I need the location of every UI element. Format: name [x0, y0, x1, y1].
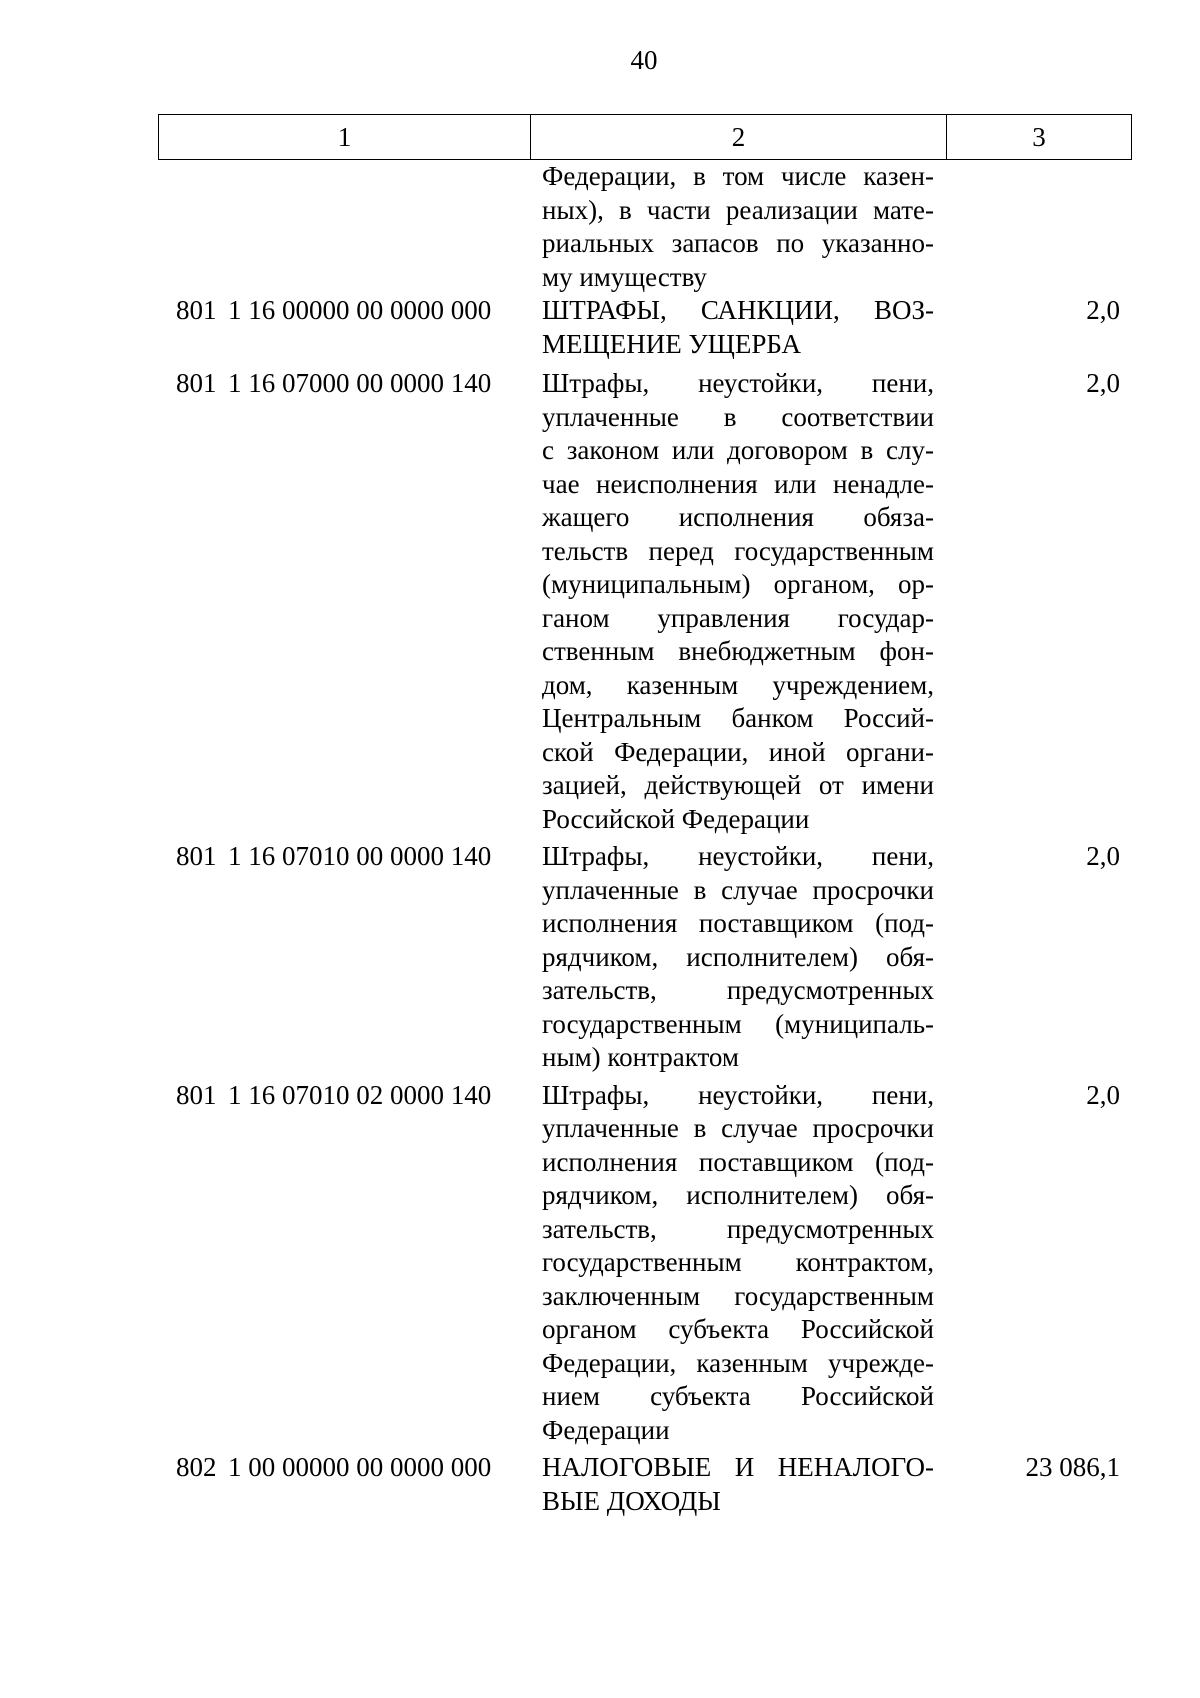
page-number: 40 — [630, 45, 658, 75]
description-line: дом, казенным учреждением, — [542, 669, 934, 700]
description-line: (муниципальным) органом, ор- — [542, 569, 934, 599]
description-line: с законом или договором в слу- — [542, 435, 934, 465]
description-line: Федерации, в том числе казен- — [542, 161, 934, 191]
description-line: ных), в части реализации мате- — [542, 194, 934, 225]
description-line: Федерации, казенным учрежде- — [542, 1347, 934, 1378]
sum-cell: 2,0 — [1086, 841, 1120, 871]
table-row — [158, 367, 1132, 836]
budget-code-cell: 1 16 00000 00 0000 000 — [228, 295, 492, 325]
header-col-2: 2 — [531, 115, 947, 159]
description-line: Федерации — [542, 1414, 670, 1445]
description-line: Российской Федерации — [542, 803, 810, 834]
description-line: исполнения поставщиком (под- — [542, 1146, 934, 1177]
admin-code-cell: 801 — [176, 841, 217, 871]
description-line: органом субъекта Российской — [542, 1314, 934, 1344]
description-line: ской Федерации, иной органи- — [542, 736, 934, 767]
description-line: Штрафы, неустойки, пени, — [542, 841, 934, 871]
table-row — [158, 294, 1132, 361]
header-col-3: 3 — [1032, 121, 1046, 152]
table-row — [158, 1451, 1132, 1518]
sum-cell: 2,0 — [1086, 368, 1120, 398]
description-line: уплаченные в случае просрочки — [542, 874, 934, 905]
table-header — [158, 114, 1132, 160]
description-cell — [542, 840, 934, 1075]
description-line: тельств перед государственным — [542, 535, 934, 566]
table-row — [158, 840, 1132, 1075]
description-line: риальных запасов по указанно- — [542, 228, 934, 258]
sum-cell: 2,0 — [1086, 295, 1120, 325]
description-cell — [542, 294, 934, 361]
table-body — [158, 160, 1132, 1518]
header-col-1: 1 — [159, 115, 531, 159]
description-line: нием субъекта Российской — [542, 1381, 934, 1411]
description-line: уплаченные в случае просрочки — [542, 1113, 934, 1143]
description-line: НАЛОГОВЫЕ И НЕНАЛОГО- — [542, 1452, 934, 1482]
description-cell — [542, 1451, 934, 1518]
description-line: зательств, предусмотренных — [542, 1213, 934, 1244]
table-row — [158, 160, 1132, 294]
description-cell — [542, 160, 934, 294]
description-line: рядчиком, исполнителем) обя- — [542, 1180, 934, 1210]
description-line: заключенным государственным — [542, 1280, 934, 1311]
description-line: ганом управления государ- — [542, 602, 934, 633]
sum-cell: 2,0 — [1086, 1079, 1120, 1110]
budget-code-cell: 1 00 00000 00 0000 000 — [228, 1452, 492, 1482]
budget-code-cell: 1 16 07010 00 0000 140 — [228, 841, 492, 871]
description-line: Штрафы, неустойки, пени, — [542, 1079, 934, 1110]
description-line: чае неисполнения или ненадле- — [542, 468, 934, 499]
description-line: му имуществу — [542, 261, 707, 292]
admin-code-cell: 801 — [176, 368, 217, 398]
table-row — [158, 1079, 1132, 1448]
description-line: зацией, действующей от имени — [542, 770, 934, 800]
admin-code-cell: 802 — [176, 1452, 217, 1482]
description-line: Штрафы, неустойки, пени, — [542, 368, 934, 398]
description-line: зательств, предусмотренных — [542, 975, 934, 1005]
description-cell — [542, 1079, 934, 1448]
description-line: рядчиком, исполнителем) обя- — [542, 941, 934, 972]
description-line: МЕЩЕНИЕ УЩЕРБА — [542, 328, 801, 359]
sum-cell: 23 086,1 — [1025, 1452, 1120, 1482]
admin-code-cell: 801 — [176, 295, 217, 325]
description-cell — [542, 367, 934, 836]
description-line: ственным внебюджетным фон- — [542, 636, 934, 666]
description-line: государственным (муниципаль- — [542, 1008, 934, 1039]
description-line: государственным контрактом, — [542, 1247, 934, 1277]
description-line: исполнения поставщиком (под- — [542, 908, 934, 938]
description-line: жащего исполнения обяза- — [542, 502, 934, 532]
budget-code-cell: 1 16 07010 02 0000 140 — [228, 1079, 492, 1110]
description-line: ным) контрактом — [542, 1042, 740, 1072]
description-line: ВЫЕ ДОХОДЫ — [542, 1485, 721, 1516]
description-line: уплаченные в соответствии — [542, 401, 934, 432]
description-line: Центральным банком Россий- — [542, 703, 934, 733]
description-line: ШТРАФЫ, САНКЦИИ, ВОЗ- — [542, 295, 934, 325]
budget-code-cell: 1 16 07000 00 0000 140 — [228, 368, 492, 398]
admin-code-cell: 801 — [176, 1079, 217, 1110]
